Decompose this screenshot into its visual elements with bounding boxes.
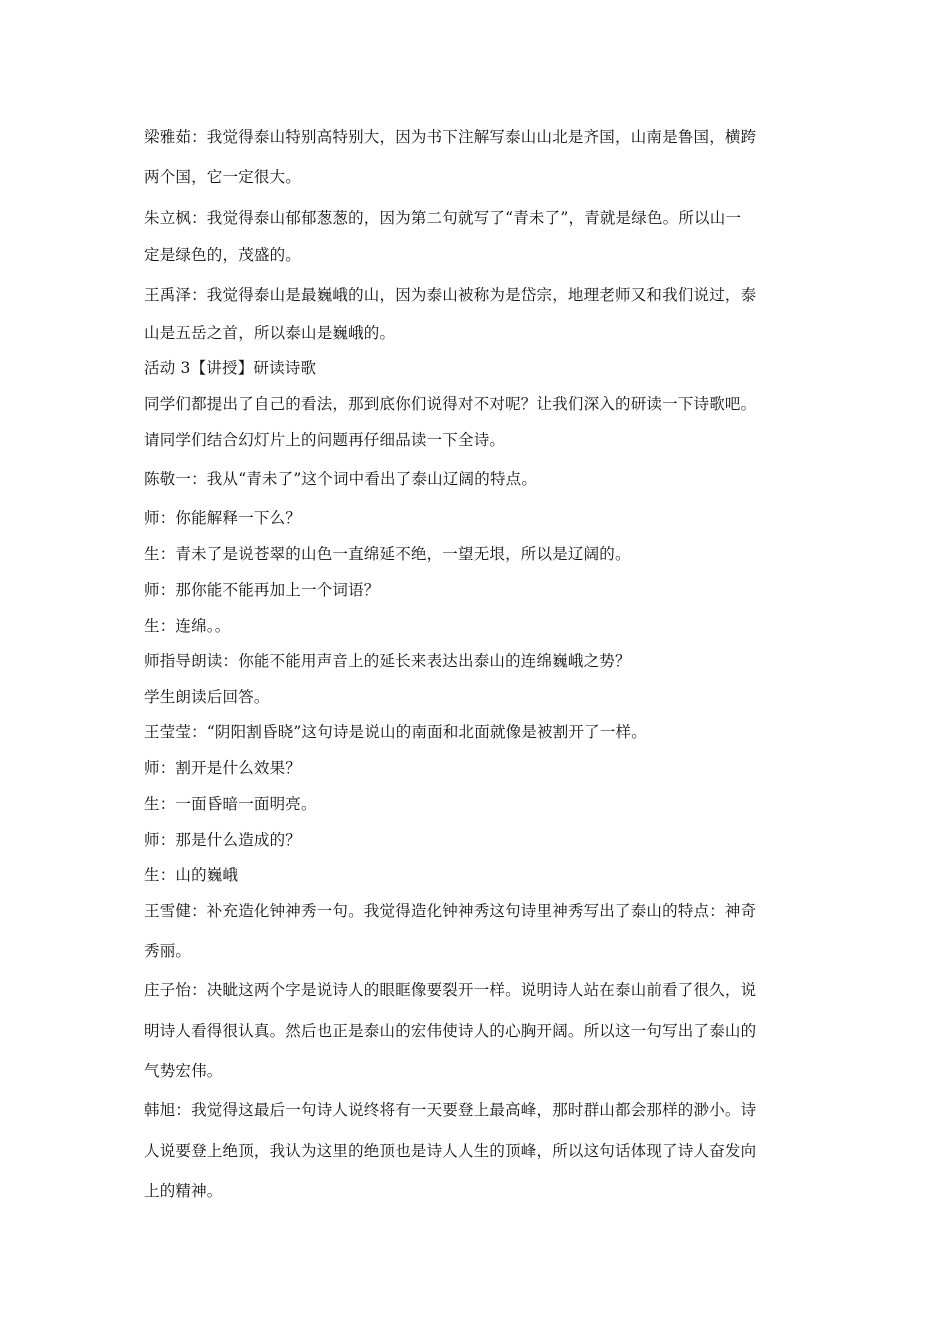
text-line: 生：青未了是说苍翠的山色一直绵延不绝，一望无垠，所以是辽阔的。 xyxy=(144,545,631,563)
text-line: 师：割开是什么效果？ xyxy=(144,759,302,777)
text-line: 学生朗读后回答。 xyxy=(144,688,270,706)
text-line: 陈敬一：我从“青未了”这个词中看出了泰山辽阔的特点。 xyxy=(144,470,538,488)
text-line: 王禹泽：我觉得泰山是最巍峨的山，因为泰山被称为是岱宗，地理老师又和我们说过，泰 xyxy=(144,286,757,304)
text-line: 师：那是什么造成的？ xyxy=(144,831,302,849)
text-line: 气势宏伟。 xyxy=(144,1062,223,1080)
text-line: 人说要登上绝顶，我认为这里的绝顶也是诗人人生的顶峰，所以这句话体现了诗人奋发向 xyxy=(144,1142,757,1160)
text-line: 师：你能解释一下么？ xyxy=(144,509,302,527)
text-line: 韩旭：我觉得这最后一句诗人说终将有一天要登上最高峰，那时群山都会那样的渺小。诗 xyxy=(144,1101,757,1119)
text-line: 秀丽。 xyxy=(144,942,192,960)
text-line: 朱立枫：我觉得泰山郁郁葱葱的，因为第二句就写了“青未了”，青就是绿色。所以山一 xyxy=(144,209,742,227)
section-heading: 活动 3【讲授】研读诗歌 xyxy=(144,359,317,377)
text-line: 生：一面昏暗一面明亮。 xyxy=(144,795,317,813)
text-line: 王雪健：补充造化钟神秀一句。我觉得造化钟神秀这句诗里神秀写出了泰山的特点：神奇 xyxy=(144,902,757,920)
text-line: 请同学们结合幻灯片上的问题再仔细品读一下全诗。 xyxy=(144,431,506,449)
text-line: 梁雅茹：我觉得泰山特别高特别大，因为书下注解写泰山山北是齐国，山南是鲁国，横跨 xyxy=(144,128,757,146)
text-line: 同学们都提出了自己的看法，那到底你们说得对不对呢？让我们深入的研读一下诗歌吧。 xyxy=(144,395,757,413)
text-line: 师指导朗读：你能不能用声音上的延长来表达出泰山的连绵巍峨之势？ xyxy=(144,652,631,670)
text-line: 山是五岳之首，所以泰山是巍峨的。 xyxy=(144,324,396,342)
text-line: 师：那你能不能再加上一个词语？ xyxy=(144,581,380,599)
text-line: 明诗人看得很认真。然后也正是泰山的宏伟使诗人的心胸开阔。所以这一句写出了泰山的 xyxy=(144,1022,757,1040)
text-line: 上的精神。 xyxy=(144,1182,223,1200)
text-line: 两个国，它一定很大。 xyxy=(144,168,302,186)
text-line: 王莹莹：“阴阳割昏晓”这句诗是说山的南面和北面就像是被割开了一样。 xyxy=(144,723,647,741)
text-line: 定是绿色的，茂盛的。 xyxy=(144,246,302,264)
text-line: 生：连绵。。 xyxy=(144,617,231,635)
text-line: 庄子怡：决眦这两个字是说诗人的眼眶像要裂开一样。说明诗人站在泰山前看了很久，说 xyxy=(144,981,757,999)
text-line: 生：山的巍峨 xyxy=(144,866,239,884)
